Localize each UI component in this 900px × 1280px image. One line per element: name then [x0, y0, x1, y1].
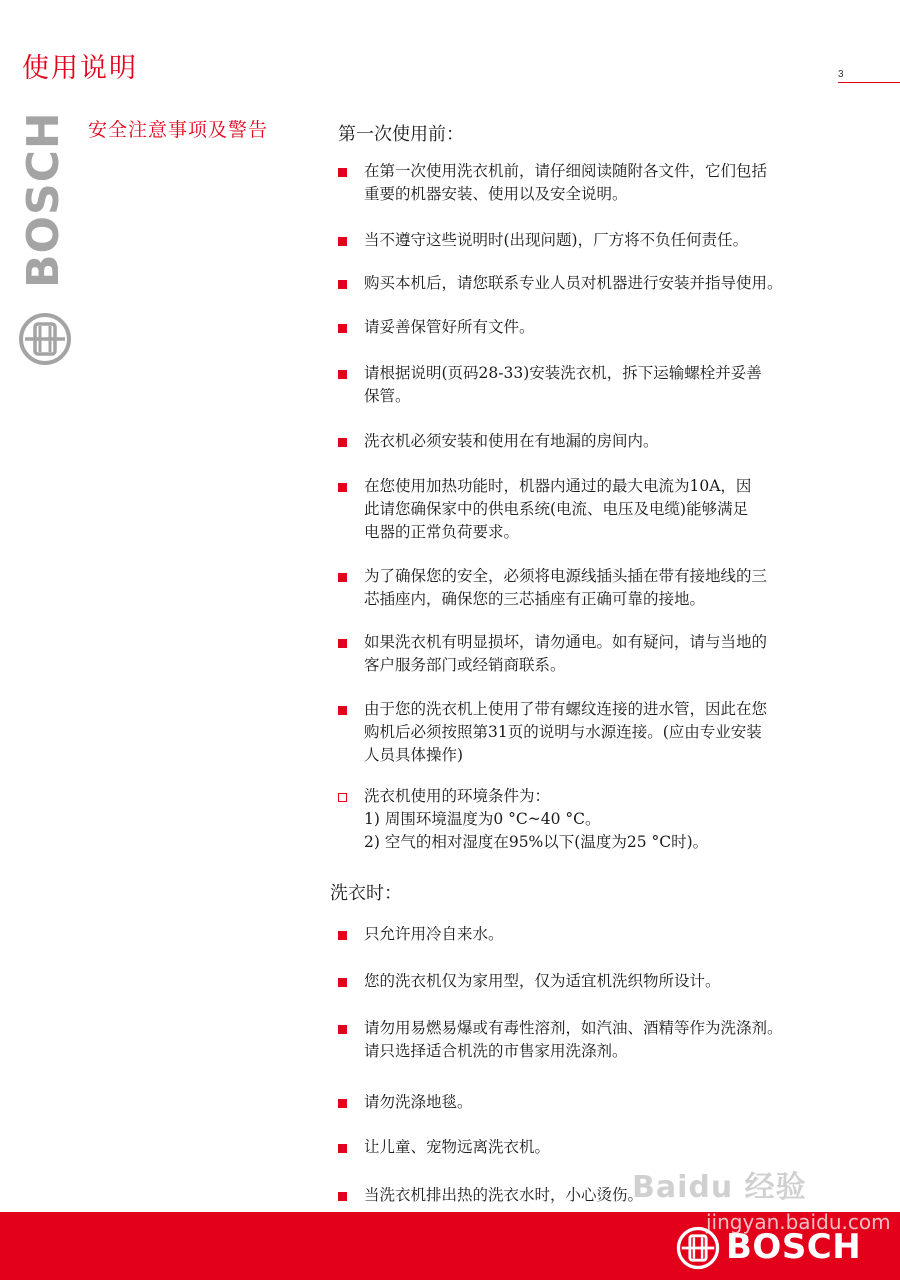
list-item	[338, 970, 860, 993]
list-item	[338, 785, 860, 854]
list-item-line: 洗衣机使用的环境条件为：	[364, 787, 551, 805]
list-item-line: 为了确保您的安全，必须将电源线插头插在带有接地线的三	[364, 567, 768, 585]
bullet-square-icon	[338, 978, 347, 987]
watermark-url: jingyan.baidu.com	[706, 1210, 891, 1234]
list-item-line: 在您使用加热功能时，机器内通过的最大电流为10A，因	[364, 477, 752, 495]
list-item-line: 保管。	[364, 387, 411, 405]
list-item	[338, 698, 860, 767]
bullet-square-icon	[338, 324, 347, 333]
list-item	[338, 316, 860, 339]
list-item	[338, 1136, 860, 1159]
bullet-square-icon	[338, 793, 347, 802]
bullet-square-icon	[338, 931, 347, 940]
list-item-line: 1) 周围环境温度为0 °C~40 °C。	[364, 810, 601, 828]
page-title: 使用说明	[22, 53, 138, 84]
list-item-line: 购机后必须按照第31页的说明与水源连接。(应由专业安装	[364, 723, 762, 741]
list-item	[338, 430, 860, 453]
list-item	[338, 229, 860, 252]
list-item	[338, 631, 860, 677]
list-item-line: 洗衣机必须安装和使用在有地漏的房间内。	[364, 432, 659, 450]
bullet-square-icon	[338, 483, 347, 492]
bullet-square-icon	[338, 573, 347, 582]
list-item-line: 芯插座内，确保您的三芯插座有正确可靠的接地。	[364, 590, 706, 608]
list-item-line: 人员具体操作)	[364, 746, 464, 764]
list-item	[338, 160, 860, 206]
footer-brand-wordmark: BOSCH	[726, 1227, 862, 1267]
bullet-square-icon	[338, 280, 347, 289]
bullet-square-icon	[338, 237, 347, 246]
bullet-square-icon	[338, 1144, 347, 1153]
page-number: 3	[838, 69, 844, 80]
list-item	[338, 475, 860, 544]
list-item	[338, 362, 860, 408]
list-item-line: 此请您确保家中的供电系统(电流、电压及电缆)能够满足	[364, 500, 749, 518]
list-item-line: 在第一次使用洗衣机前，请仔细阅读随附各文件，它们包括	[364, 162, 768, 180]
bullet-square-icon	[338, 438, 347, 447]
bullet-square-icon	[338, 1192, 347, 1201]
sidebar-brand-wordmark: BOSCH	[18, 111, 69, 288]
list-item-line: 重要的机器安装、使用以及安全说明。	[364, 185, 628, 203]
bullet-square-icon	[338, 706, 347, 715]
list-item-line: 电器的正常负荷要求。	[364, 523, 520, 541]
list-item-line: 请勿用易燃易爆或有毒性溶剂，如汽油、酒精等作为洗涤剂。	[364, 1019, 783, 1037]
list-item-line: 请妥善保管好所有文件。	[364, 318, 535, 336]
list-item-line: 客户服务部门或经销商联系。	[364, 656, 566, 674]
bullet-square-icon	[338, 639, 347, 648]
list-item	[338, 1091, 860, 1114]
bullet-square-icon	[338, 370, 347, 379]
list-item	[338, 272, 860, 295]
list-item	[338, 565, 860, 611]
list-item-line: 由于您的洗衣机上使用了带有螺纹连接的进水管，因此在您	[364, 700, 768, 718]
section-title: 安全注意事项及警告	[88, 119, 269, 141]
list-item-line: 当不遵守这些说明时(出现问题)，厂方将不负任何责任。	[364, 231, 749, 249]
list-item-line: 只允许用冷自来水。	[364, 925, 504, 943]
bullet-square-icon	[338, 168, 347, 177]
list-item-line: 让儿童、宠物远离洗衣机。	[364, 1138, 551, 1156]
list-item-line: 购买本机后，请您联系专业人员对机器进行安装并指导使用。	[364, 274, 783, 292]
page-number-rule	[838, 82, 900, 83]
list-item-line: 2) 空气的相对湿度在95%以下(温度为25 °C时)。	[364, 833, 709, 851]
list-item-line: 请只选择适合机洗的市售家用洗涤剂。	[364, 1042, 628, 1060]
watermark: Baidu 经验	[632, 1170, 807, 1205]
bullet-square-icon	[338, 1099, 347, 1108]
bosch-emblem-icon	[18, 312, 72, 366]
when-washing-heading: 洗衣时：	[330, 883, 402, 904]
list-item-line: 当洗衣机排出热的洗衣水时，小心烫伤。	[364, 1186, 644, 1204]
list-item	[338, 923, 860, 946]
list-item-line: 您的洗衣机仅为家用型，仅为适宜机洗织物所设计。	[364, 972, 721, 990]
list-item-line: 请勿洗涤地毯。	[364, 1093, 473, 1111]
list-item-line: 请根据说明(页码28-33)安装洗衣机，拆下运输螺栓并妥善	[364, 364, 762, 382]
before-first-use-heading: 第一次使用前：	[338, 124, 464, 145]
bullet-square-icon	[338, 1025, 347, 1034]
list-item-line: 如果洗衣机有明显损坏，请勿通电。如有疑问，请与当地的	[364, 633, 768, 651]
list-item	[338, 1017, 860, 1063]
